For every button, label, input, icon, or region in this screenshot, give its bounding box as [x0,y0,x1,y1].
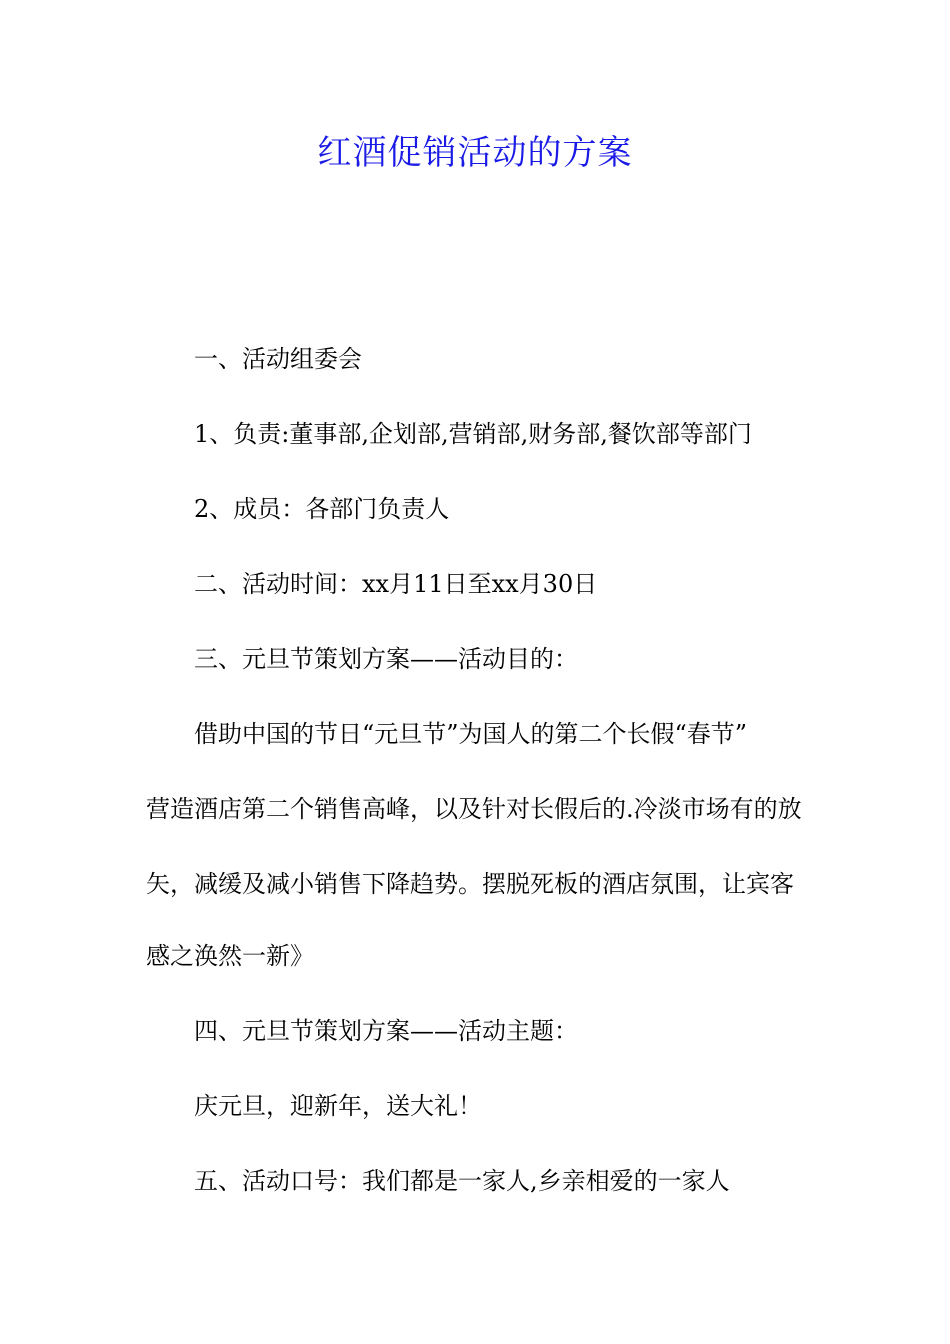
section-heading-purpose: 三、元旦节策划方案——活动目的： [194,645,578,673]
document-title: 红酒促销活动的方案 [317,133,633,173]
purpose-paragraph-line-2: 营造酒店第二个销售高峰，以及针对长假后的.冷淡市场有的放 [146,795,802,823]
section-heading-time: 二、活动时间：xx月11日至xx月30日 [194,570,598,598]
committee-members: 2、成员：各部门负责人 [194,495,450,523]
section-heading-theme: 四、元旦节策划方案——活动主题： [194,1017,578,1045]
theme-text: 庆元旦，迎新年，送大礼！ [194,1092,482,1120]
section-heading-committee: 一、活动组委会 [194,345,362,373]
committee-responsible: 1、负责:董事部,企划部,营销部,财务部,餐饮部等部门 [194,420,752,448]
purpose-paragraph-line-3: 矢，减缓及减小销售下降趋势。摆脱死板的酒店氛围，让宾客 [146,870,794,898]
section-heading-slogan: 五、活动口号：我们都是一家人,乡亲相爱的一家人 [194,1167,730,1195]
purpose-paragraph-line-1: 借助中国的节日“元旦节”为国人的第二个长假“春节” [194,720,748,748]
purpose-paragraph-line-4: 感之涣然一新》 [146,942,314,970]
